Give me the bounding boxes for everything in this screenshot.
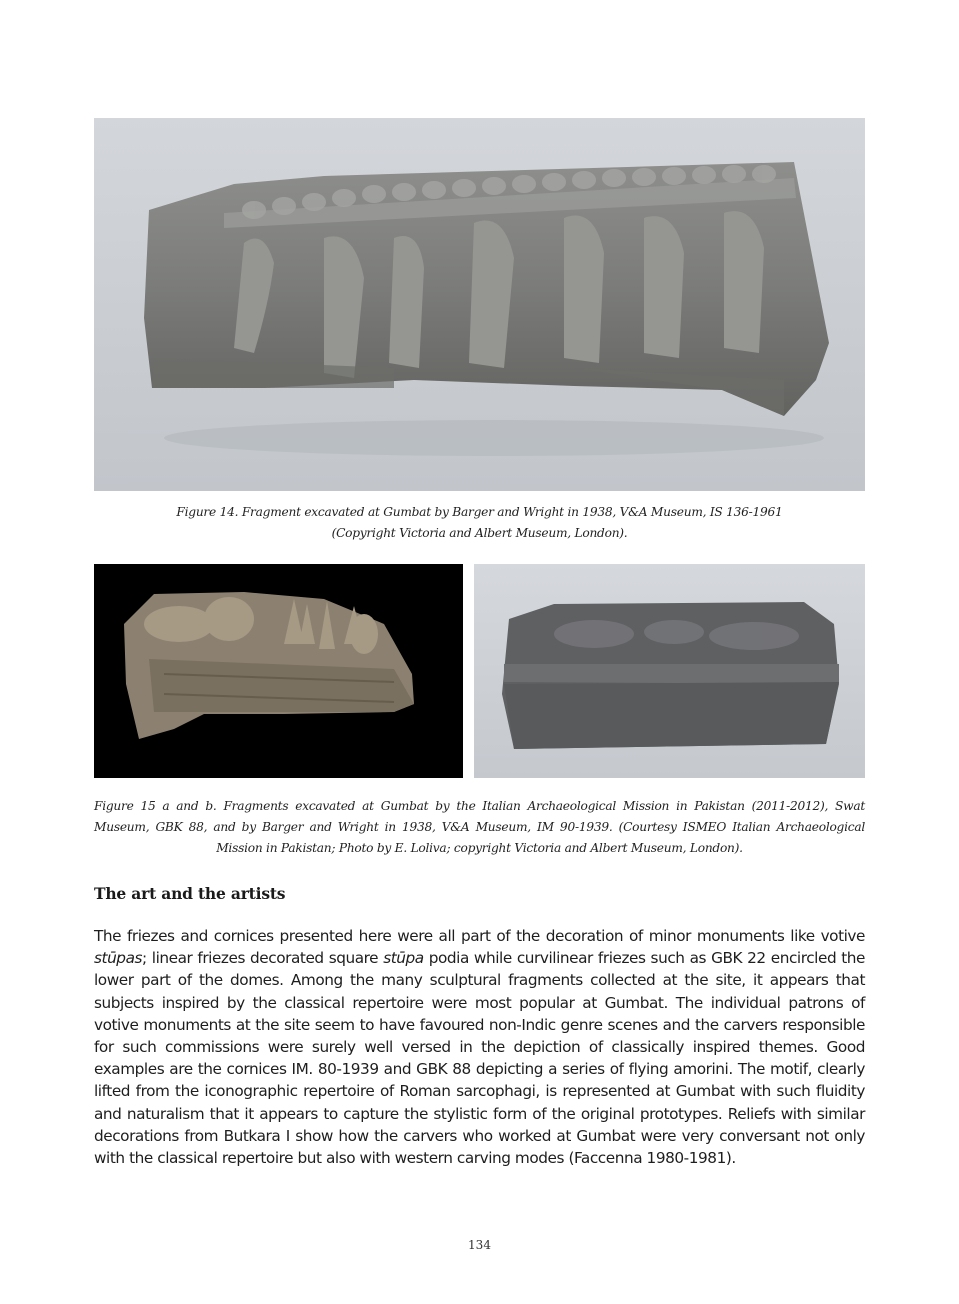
figure-14-caption-line1: Figure 14. Fragment excavated at Gumbat by Barger and Wright in 1938, V&A Museum, IS 136-1961: [176, 505, 783, 519]
figure-15b-photo: [474, 564, 865, 778]
body-term-stupa: stūpa: [383, 949, 424, 968]
page-number: 134: [468, 1238, 491, 1252]
body-text-part3: podia while curvilinear friezes such as GBK 22 encircled the lower part of the domes. Among the many sculptural fragments collected at the site, it appears that subjects inspired by the classical repertoire were most popular at Gumbat. The individual patrons of votive monuments at the site seem to have favoured non-Indic genre scenes and the carvers responsible for such commissions were surely well versed in the depiction of classically inspired themes. Good examples are the cornices IM. 80-1939 and GBK 88 depicting a series of flying amorini. The motif, clearly lifted from the iconographic repertoire of Roman sarcophagi, is represented at Gumbat with such fluidity and naturalism that it appears to capture the stylistic form of the original prototypes. Reliefs with similar decorations from Butkara I show how the carvers who worked at Gumbat were very conversant not only with the classical repertoire but also with western carving modes (Faccenna 1980-1981).: [94, 949, 866, 1168]
figure-15a-photo: [94, 564, 463, 778]
figure-14-caption: [94, 502, 865, 544]
figure-14-photo: [94, 118, 865, 491]
figure-14-caption-line2: (Copyright Victoria and Albert Museum, London).: [331, 526, 628, 540]
figure-15-caption: Figure 15 a and b. Fragments excavated at Gumbat by the Italian Archaeological Mission in Pakistan (2011-2012), Swat Museum, GBK 88, and by Barger and Wright in 1938, V&A Museum, IM 90-1939. (Courtesy ISMEO Italian Archaeological Mission in Pakistan; Photo by E. Loliva; copyright Victoria and Albert Museum, London).: [94, 799, 865, 855]
body-text: [94, 925, 865, 1169]
body-paragraph: [94, 925, 865, 1169]
body-text-part1: The friezes and cornices presented here were all part of the decoration of minor monuments like votive: [94, 927, 865, 945]
section-heading: The art and the artists: [94, 884, 286, 903]
body-term-stupas: stūpas: [94, 949, 143, 968]
body-text-part2: ; linear friezes decorated square: [142, 949, 384, 968]
